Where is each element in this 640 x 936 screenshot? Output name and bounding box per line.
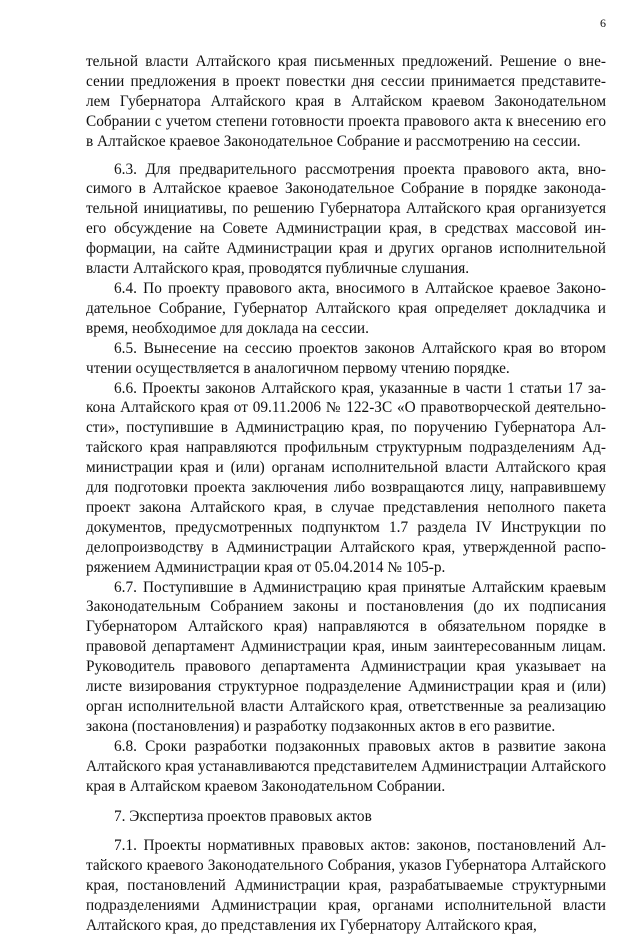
paragraph-6-6: 6.6. Проекты законов Алтайского края, указанные в части 1 статьи 17 закона Алтайского края от 09.11.2006 № 122-ЗС «О правотворческой деятельности», поступившие в Администрацию края, по поручению Губернатора Алтайского края направляются профильным структурным подразделениям Администрации края и (или) органам исполнительной власти Алтайского края для подготовки проекта заключения либо возвращаются лицу, направившему проект закона Алтайского края, в случае представления неполного пакета документов, предусмотренных подпунктом 1.7 раздела IV Инструкции по делопроизводству в Администрации Алтайского края, утвержденной распоряжением Администрации края от 05.04.2014 № 105-р.	[86, 379, 606, 576]
page-number: 6	[600, 16, 606, 30]
document-body	[86, 52, 606, 936]
paragraph-6-3: 6.3. Для предварительного рассмотрения проекта правового акта, вносимого в Алтайское краевое Законодательное Собрание в порядке законодательной инициативы, по решению Губернатора Алтайского края организуется его обсуждение на Совете Администрации края, в средствах массовой информации, на сайте Администрации края и других органов исполнительной власти Алтайского края, проводятся публичные слушания.	[86, 160, 606, 278]
paragraph-6-5: 6.5. Вынесение на сессию проектов законов Алтайского края во втором чтении осуществляется в аналогичном первому чтению порядке.	[86, 339, 606, 377]
paragraph-7-1: 7.1. Проекты нормативных правовых актов: законов, постановлений Алтайского краевого Законодательного Собрания, указов Губернатора Алтайского края, постановлений Администрации края, разрабатываемые структурными подразделениями Администрации края, органами исполнительной власти Алтайского края, до представления их Губернатору Алтайского края,	[86, 837, 606, 935]
paragraph-6-4: 6.4. По проекту правового акта, вносимого в Алтайское краевое Законодательное Собрание, Губернатор Алтайского края определяет докладчика и время, необходимое для доклада на сессии.	[86, 279, 606, 337]
paragraph-continuation: тельной власти Алтайского края письменных предложений. Решение о внесении предложения в проект повестки дня сессии принимается представителем Губернатора Алтайского края в Алтайском краевом Законодательном Собрании с учетом степени готовности проекта правового акта к внесению его в Алтайское краевое Законодательное Собрание и рассмотрению на сессии.	[86, 53, 606, 150]
paragraph-6-7: 6.7. Поступившие в Администрацию края принятые Алтайским краевым Законодательным Собранием законы и постановления (до их подписания Губернатором Алтайского края) направляются в обязательном порядке в правовой департамент Администрации края, иным заинтересованным лицам. Руководитель правового департамента Администрации края указывает на листе визирования структурное подразделение Администрации края и (или) орган исполнительной власти Алтайского края, ответственные за реализацию закона (постановления) и разработку подзаконных актов в его развитие.	[86, 578, 606, 735]
section-heading-7: 7. Экспертиза проектов правовых актов	[114, 807, 372, 825]
paragraph-6-8: 6.8. Сроки разработки подзаконных правовых актов в развитие закона Алтайского края устанавливаются представителем Администрации Алтайского края в Алтайском краевом Законодательном Собрании.	[86, 737, 606, 795]
